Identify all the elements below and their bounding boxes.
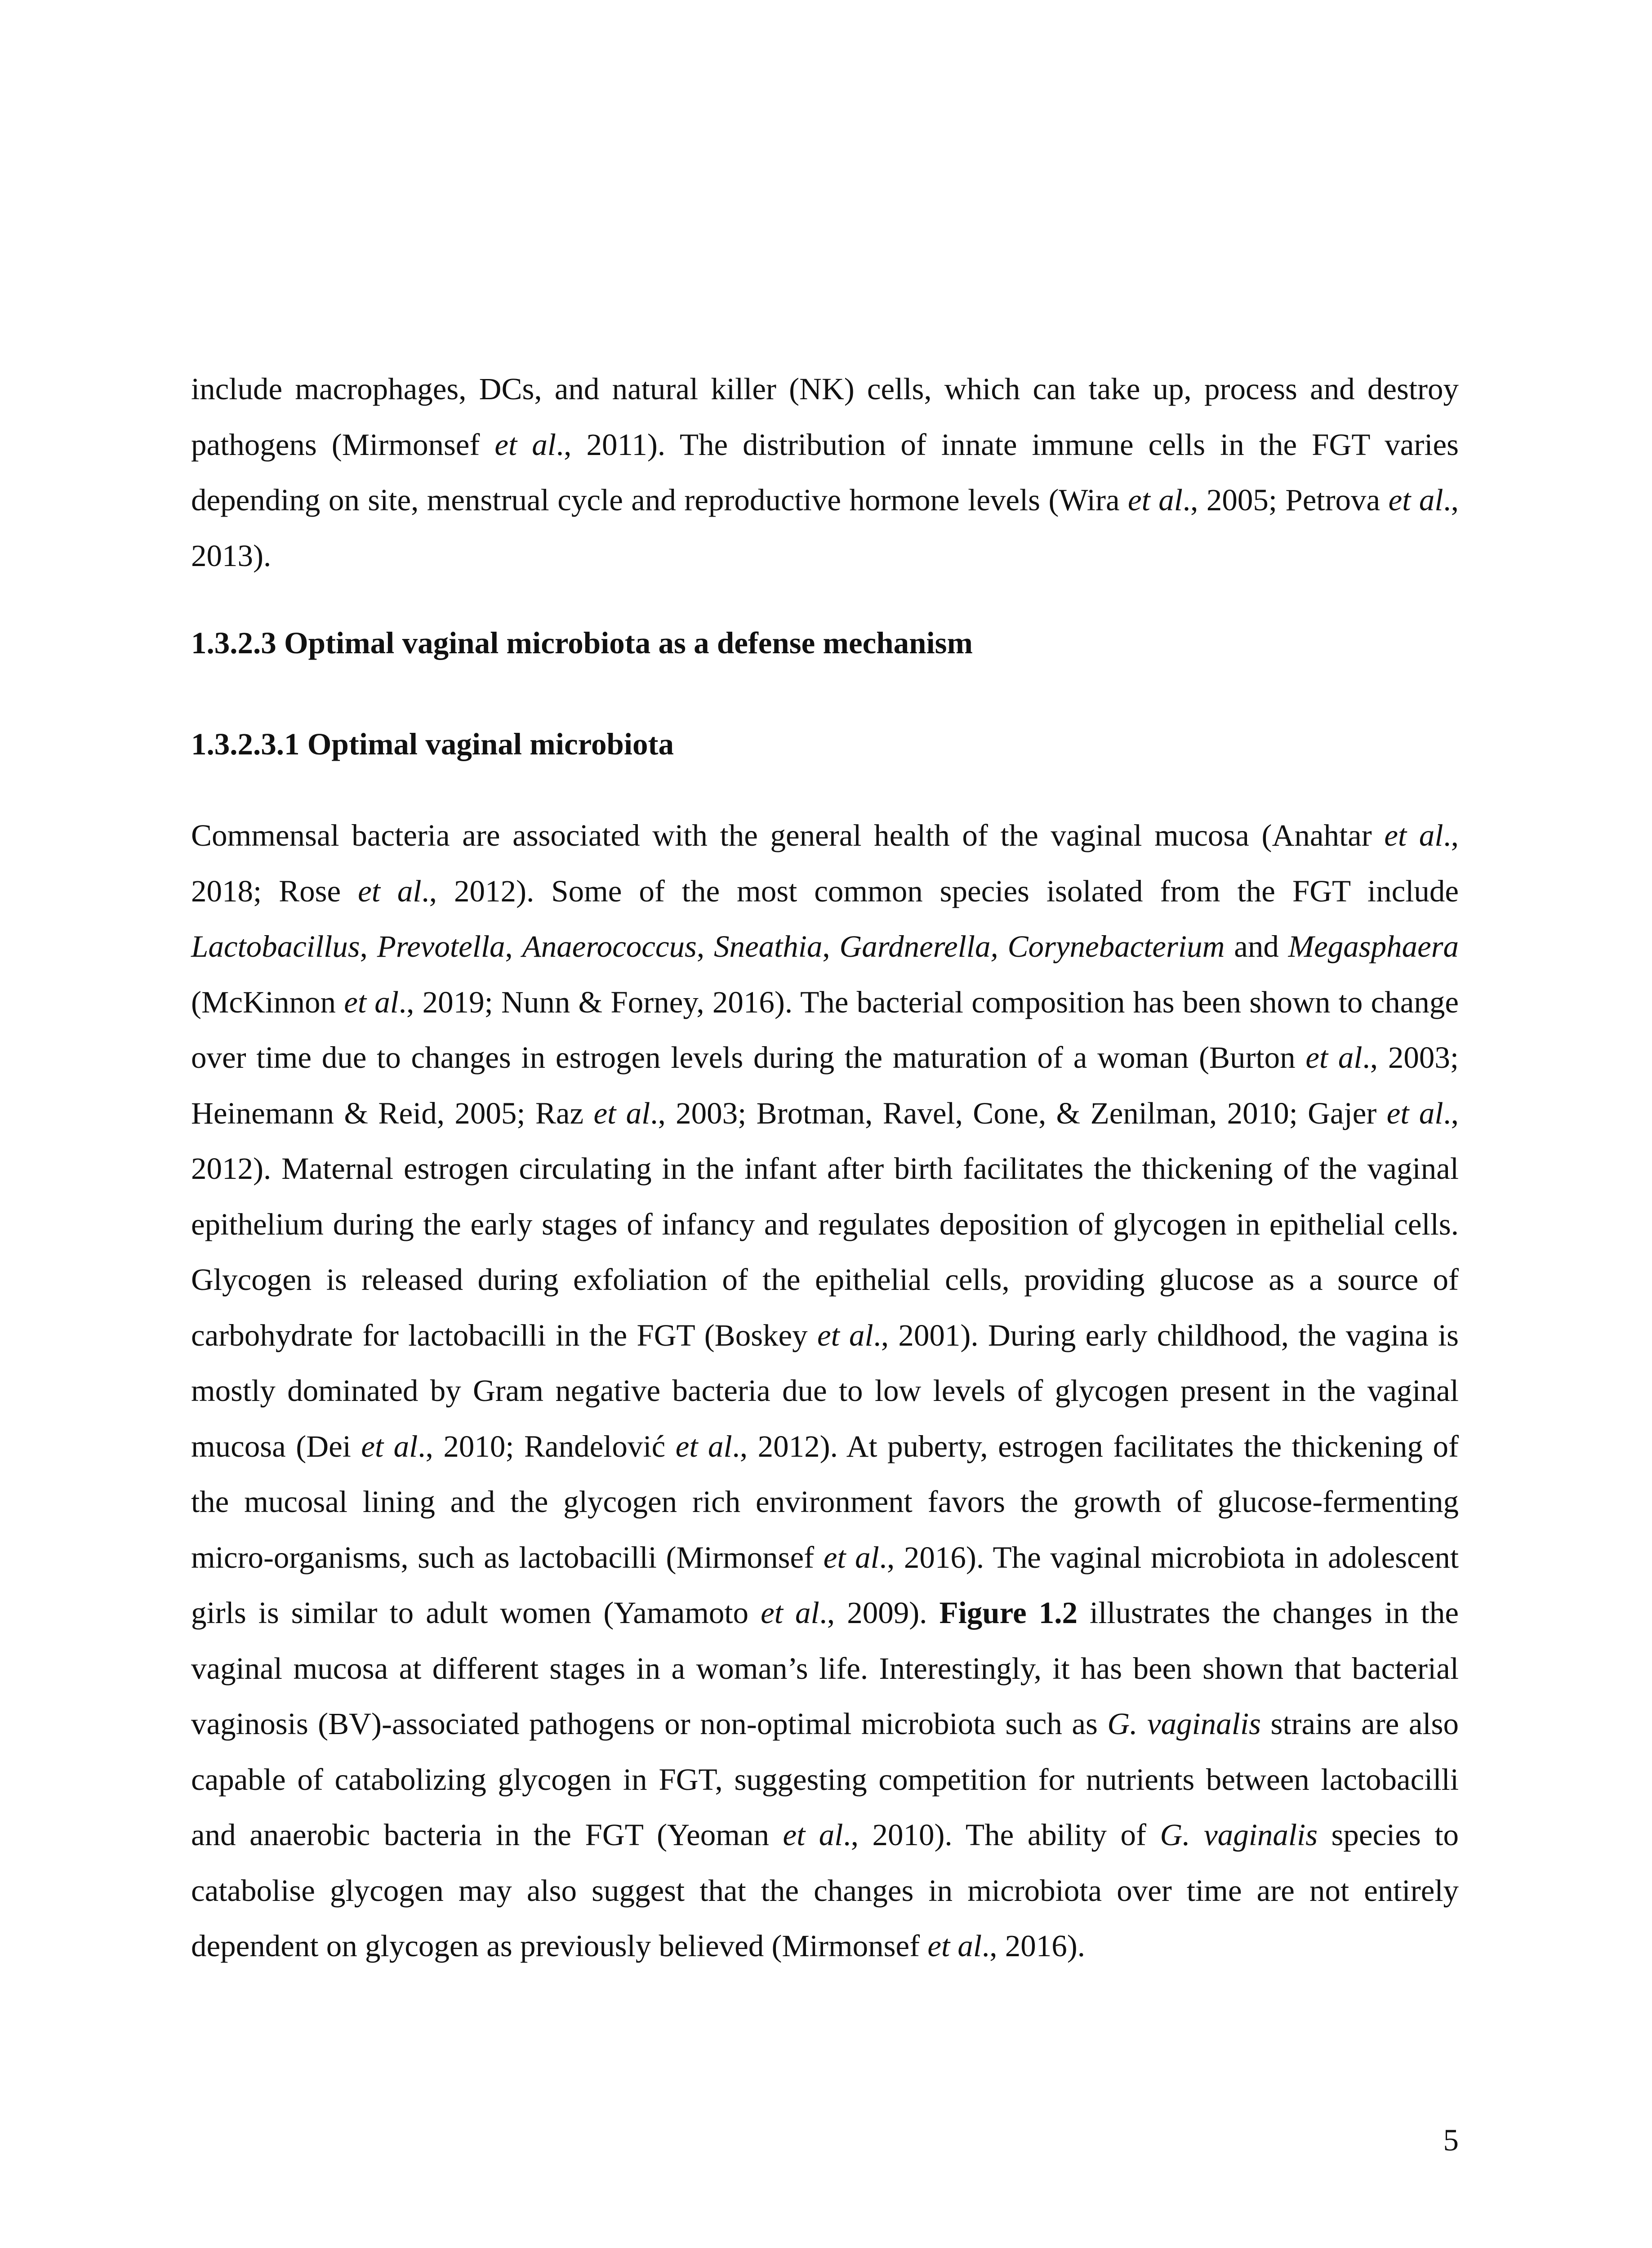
italic-text: Gardnerella, Corynebacterium	[839, 929, 1225, 963]
text-run: ., 2003; Heinemann & Reid, 2005; Raz	[191, 1040, 1459, 1130]
text-run: (McKinnon	[191, 985, 344, 1019]
body-paragraph	[191, 808, 1459, 1974]
text-run: ,	[696, 929, 714, 963]
text-run: strains are also capable of catabolizing glycogen in FGT, suggesting competition for nutrients between lactobacilli and anaerobic bacteria in the FGT (Yeoman	[191, 1707, 1459, 1852]
italic-text: et al	[361, 1429, 418, 1463]
italic-text: et al	[1386, 1096, 1443, 1130]
text-run: ., 2003; Brotman, Ravel, Cone, & Zenilman, 2010; Gajer	[650, 1096, 1387, 1130]
text-run: ., 2012). At puberty, estrogen facilitates the thickening of the mucosal lining and the glycogen rich environment favors the growth of glucose-fermenting micro-organisms, such as lactobacilli (Mirmonsef	[191, 1429, 1459, 1574]
text-run: ., 2019; Nunn & Forney, 2016). The bacterial composition has been shown to change over time due to changes in estrogen levels during the maturation of a woman (Burton	[191, 985, 1459, 1075]
italic-text: et al	[817, 1318, 873, 1352]
italic-text: et al	[1388, 483, 1443, 517]
italic-text: et al	[675, 1429, 732, 1463]
text-run: ., 2016).	[982, 1929, 1086, 1963]
italic-text: Sneathia	[713, 929, 823, 963]
italic-text: G. vaginalis	[1107, 1707, 1261, 1741]
text-run: and	[1225, 929, 1288, 963]
italic-text: et al	[344, 985, 399, 1019]
italic-text: et al	[494, 427, 556, 462]
section-heading: 1.3.2.3 Optimal vaginal microbiota as a defense mechanism	[191, 626, 973, 660]
italic-text: et al	[1128, 483, 1183, 517]
text-run: ., 2009).	[819, 1596, 940, 1630]
italic-text: G. vaginalis	[1160, 1818, 1318, 1852]
text-run: include macrophages, DCs, and natural killer (NK) cells, which can take up, process and destroy pathogens (Mirmonsef	[191, 372, 1459, 462]
italic-text: et al	[1305, 1040, 1363, 1075]
text-run: ., 2018; Rose	[191, 818, 1459, 908]
italic-text: et al	[1384, 818, 1443, 852]
text-run: ,	[822, 929, 840, 963]
italic-text: et al	[783, 1818, 843, 1852]
text-run: ,	[505, 929, 522, 963]
text-run: ,	[360, 929, 377, 963]
bold-text: Figure 1.2	[939, 1596, 1078, 1630]
italic-text: et al	[823, 1540, 879, 1574]
italic-text: Anaerococcus	[522, 929, 697, 963]
text-run: ., 2001). During early childhood, the vagina is mostly dominated by Gram negative bacteria due to low levels of glycogen present in the vaginal mucosa (Dei	[191, 1318, 1459, 1463]
italic-text: et al	[761, 1596, 819, 1630]
italic-text: et al	[358, 874, 422, 908]
text-run: ., 2010; Randelović	[418, 1429, 676, 1463]
text-run: Commensal bacteria are associated with the general health of the vaginal mucosa (Anahtar	[191, 818, 1385, 852]
text-run: illustrates the changes in the vaginal mucosa at different stages in a woman’s life. Interestingly, it has been shown that bacterial vaginosis (BV)-associated pathogens or non-optimal microbiota such as	[191, 1596, 1459, 1741]
text-run: ., 2011). The distribution of innate immune cells in the FGT varies depending on site, menstrual cycle and reproductive hormone levels (Wira	[191, 427, 1459, 517]
page-number: 5	[1443, 2123, 1459, 2157]
text-run: ., 2012). Maternal estrogen circulating in the infant after birth facilitates the thickening of the vaginal epithelium during the early stages of infancy and regulates deposition of glycogen in epithelial cells. Glycogen is released during exfoliation of the epithelial cells, providing glucose as a source of carbohydrate for lactobacilli in the FGT (Boskey	[191, 1096, 1459, 1352]
intro-paragraph	[191, 361, 1459, 584]
text-run: ., 2010). The ability of	[843, 1818, 1160, 1852]
italic-text: et al	[927, 1929, 982, 1963]
italic-text: Lactobacillus	[191, 929, 360, 963]
text-run: ., 2005; Petrova	[1182, 483, 1389, 517]
text-run: species to catabolise glycogen may also suggest that the changes in microbiota over time are not entirely dependent on glycogen as previously believed (Mirmonsef	[191, 1818, 1459, 1963]
text-run: ., 2016). The vaginal microbiota in adolescent girls is similar to adult women (Yamamoto	[191, 1540, 1459, 1630]
text-run: ., 2013).	[191, 483, 1459, 573]
italic-text: Megasphaera	[1288, 929, 1459, 963]
text-run: ., 2012). Some of the most common species isolated from the FGT include	[421, 874, 1459, 908]
italic-text: Prevotella	[377, 929, 505, 963]
subsection-heading: 1.3.2.3.1 Optimal vaginal microbiota	[191, 727, 674, 761]
italic-text: et al	[593, 1096, 650, 1130]
